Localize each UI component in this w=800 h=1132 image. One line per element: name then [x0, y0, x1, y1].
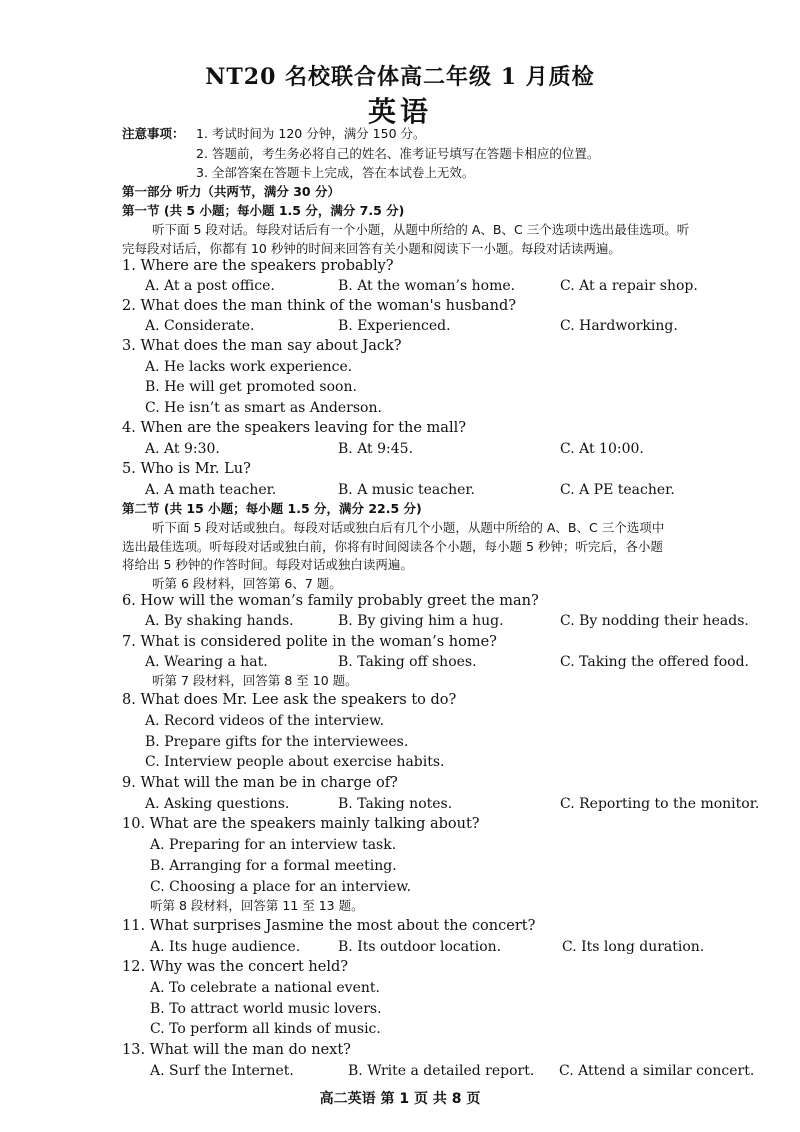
q4-option-b: B. At 9:45.	[338, 441, 414, 457]
q12-option-b: B. To attract world music lovers.	[150, 1001, 382, 1017]
section1-instructions: 听下面 5 段对话。每段对话后有一个小题，从题中所给的 A、B、C 三个选项中选出最佳选项。听	[152, 222, 690, 237]
q3-option-b: B. He will get promoted soon.	[145, 379, 357, 395]
q9-option-b: B. Taking notes.	[338, 796, 453, 812]
notice-label: 注意事项：	[122, 126, 185, 141]
q10-option-c: C. Choosing a place for an interview.	[150, 879, 412, 895]
q8-option-a: A. Record videos of the interview.	[145, 713, 384, 729]
notice-item: 1. 考试时间为 120 分钟，满分 150 分。	[196, 126, 426, 141]
question-10: 10. What are the speakers mainly talking about?	[122, 816, 480, 832]
q7-option-a: A. Wearing a hat.	[145, 654, 268, 670]
material-6-instruction: 听第 6 段材料，回答第 6、7 题。	[152, 576, 342, 591]
q1-option-a: A. At a post office.	[145, 278, 275, 294]
section1-instructions: 完每段对话后，你都有 10 秒钟的时间来回答有关小题和阅读下一小题。每段对话读两遍。	[122, 241, 621, 256]
question-1: 1. Where are the speakers probably?	[122, 258, 394, 274]
section2-instructions: 选出最佳选项。听每段对话或独白前，你将有时间阅读各个小题，每小题 5 秒钟；听完后，各小题	[122, 539, 663, 554]
section2-instructions: 听下面 5 段对话或独白。每段对话或独白后有几个小题，从题中所给的 A、B、C 三个选项中	[152, 520, 665, 535]
q12-option-a: A. To celebrate a national event.	[150, 980, 380, 996]
question-13: 13. What will the man do next?	[122, 1042, 351, 1058]
section2-instructions: 将给出 5 秒钟的作答时间。每段对话或独白读两遍。	[122, 557, 413, 572]
q7-option-b: B. Taking off shoes.	[338, 654, 477, 670]
q9-option-a: A. Asking questions.	[145, 796, 290, 812]
notice-item: 2. 答题前，考生务必将自己的姓名、准考证号填写在答题卡相应的位置。	[196, 146, 600, 161]
q7-option-c: C. Taking the offered food.	[560, 654, 749, 670]
q2-option-b: B. Experienced.	[338, 318, 451, 334]
part1-title: 第一部分 听力（共两节，满分 30 分）	[122, 184, 340, 199]
q4-option-c: C. At 10:00.	[560, 441, 644, 457]
q8-option-c: C. Interview people about exercise habits.	[145, 754, 445, 770]
q3-option-c: C. He isn’t as smart as Anderson.	[145, 400, 382, 416]
q3-option-a: A. He lacks work experience.	[145, 359, 353, 375]
q1-option-b: B. At the woman’s home.	[338, 278, 516, 294]
question-8: 8. What does Mr. Lee ask the speakers to do?	[122, 692, 457, 708]
question-3: 3. What does the man say about Jack?	[122, 338, 402, 354]
q13-option-a: A. Surf the Internet.	[150, 1063, 294, 1079]
q13-option-c: C. Attend a similar concert.	[559, 1063, 755, 1079]
question-4: 4. When are the speakers leaving for the mall?	[122, 420, 466, 436]
q6-option-b: B. By giving him a hug.	[338, 613, 504, 629]
question-2: 2. What does the man think of the woman's husband?	[122, 298, 517, 314]
q10-option-a: A. Preparing for an interview task.	[150, 837, 397, 853]
q6-option-a: A. By shaking hands.	[145, 613, 294, 629]
q9-option-c: C. Reporting to the monitor.	[560, 796, 760, 812]
q2-option-a: A. Considerate.	[145, 318, 255, 334]
q12-option-c: C. To perform all kinds of music.	[150, 1021, 381, 1037]
q11-option-a: A. Its huge audience.	[150, 939, 301, 955]
question-12: 12. Why was the concert held?	[122, 959, 349, 975]
q13-option-b: B. Write a detailed report.	[348, 1063, 535, 1079]
q4-option-a: A. At 9:30.	[145, 441, 220, 457]
q5-option-a: A. A math teacher.	[145, 482, 277, 498]
q11-option-b: B. Its outdoor location.	[338, 939, 502, 955]
material-8-instruction: 听第 8 段材料，回答第 11 至 13 题。	[150, 898, 364, 913]
q2-option-c: C. Hardworking.	[560, 318, 678, 334]
notice-item: 3. 全部答案在答题卡上完成，答在本试卷上无效。	[196, 165, 475, 180]
q5-option-c: C. A PE teacher.	[560, 482, 675, 498]
question-6: 6. How will the woman’s family probably greet the man?	[122, 593, 539, 609]
question-9: 9. What will the man be in charge of?	[122, 775, 398, 791]
question-11: 11. What surprises Jasmine the most about the concert?	[122, 918, 536, 934]
section2-title: 第二节 (共 15 小题；每小题 1.5 分，满分 22.5 分)	[122, 501, 422, 516]
page-footer: 高二英语 第 1 页 共 8 页	[319, 1091, 481, 1107]
exam-title: NT20 名校联合体高二年级 1 月质检	[205, 64, 595, 90]
subject-title: 英语	[367, 95, 432, 128]
material-7-instruction: 听第 7 段材料，回答第 8 至 10 题。	[152, 673, 358, 688]
question-7: 7. What is considered polite in the woman’s home?	[122, 634, 497, 650]
section1-title: 第一节 (共 5 小题；每小题 1.5 分，满分 7.5 分)	[122, 203, 405, 218]
q1-option-c: C. At a repair shop.	[560, 278, 698, 294]
q5-option-b: B. A music teacher.	[338, 482, 475, 498]
q10-option-b: B. Arranging for a formal meeting.	[150, 858, 397, 874]
question-5: 5. Who is Mr. Lu?	[122, 461, 251, 477]
q8-option-b: B. Prepare gifts for the interviewees.	[145, 734, 409, 750]
q11-option-c: C. Its long duration.	[562, 939, 705, 955]
q6-option-c: C. By nodding their heads.	[560, 613, 749, 629]
